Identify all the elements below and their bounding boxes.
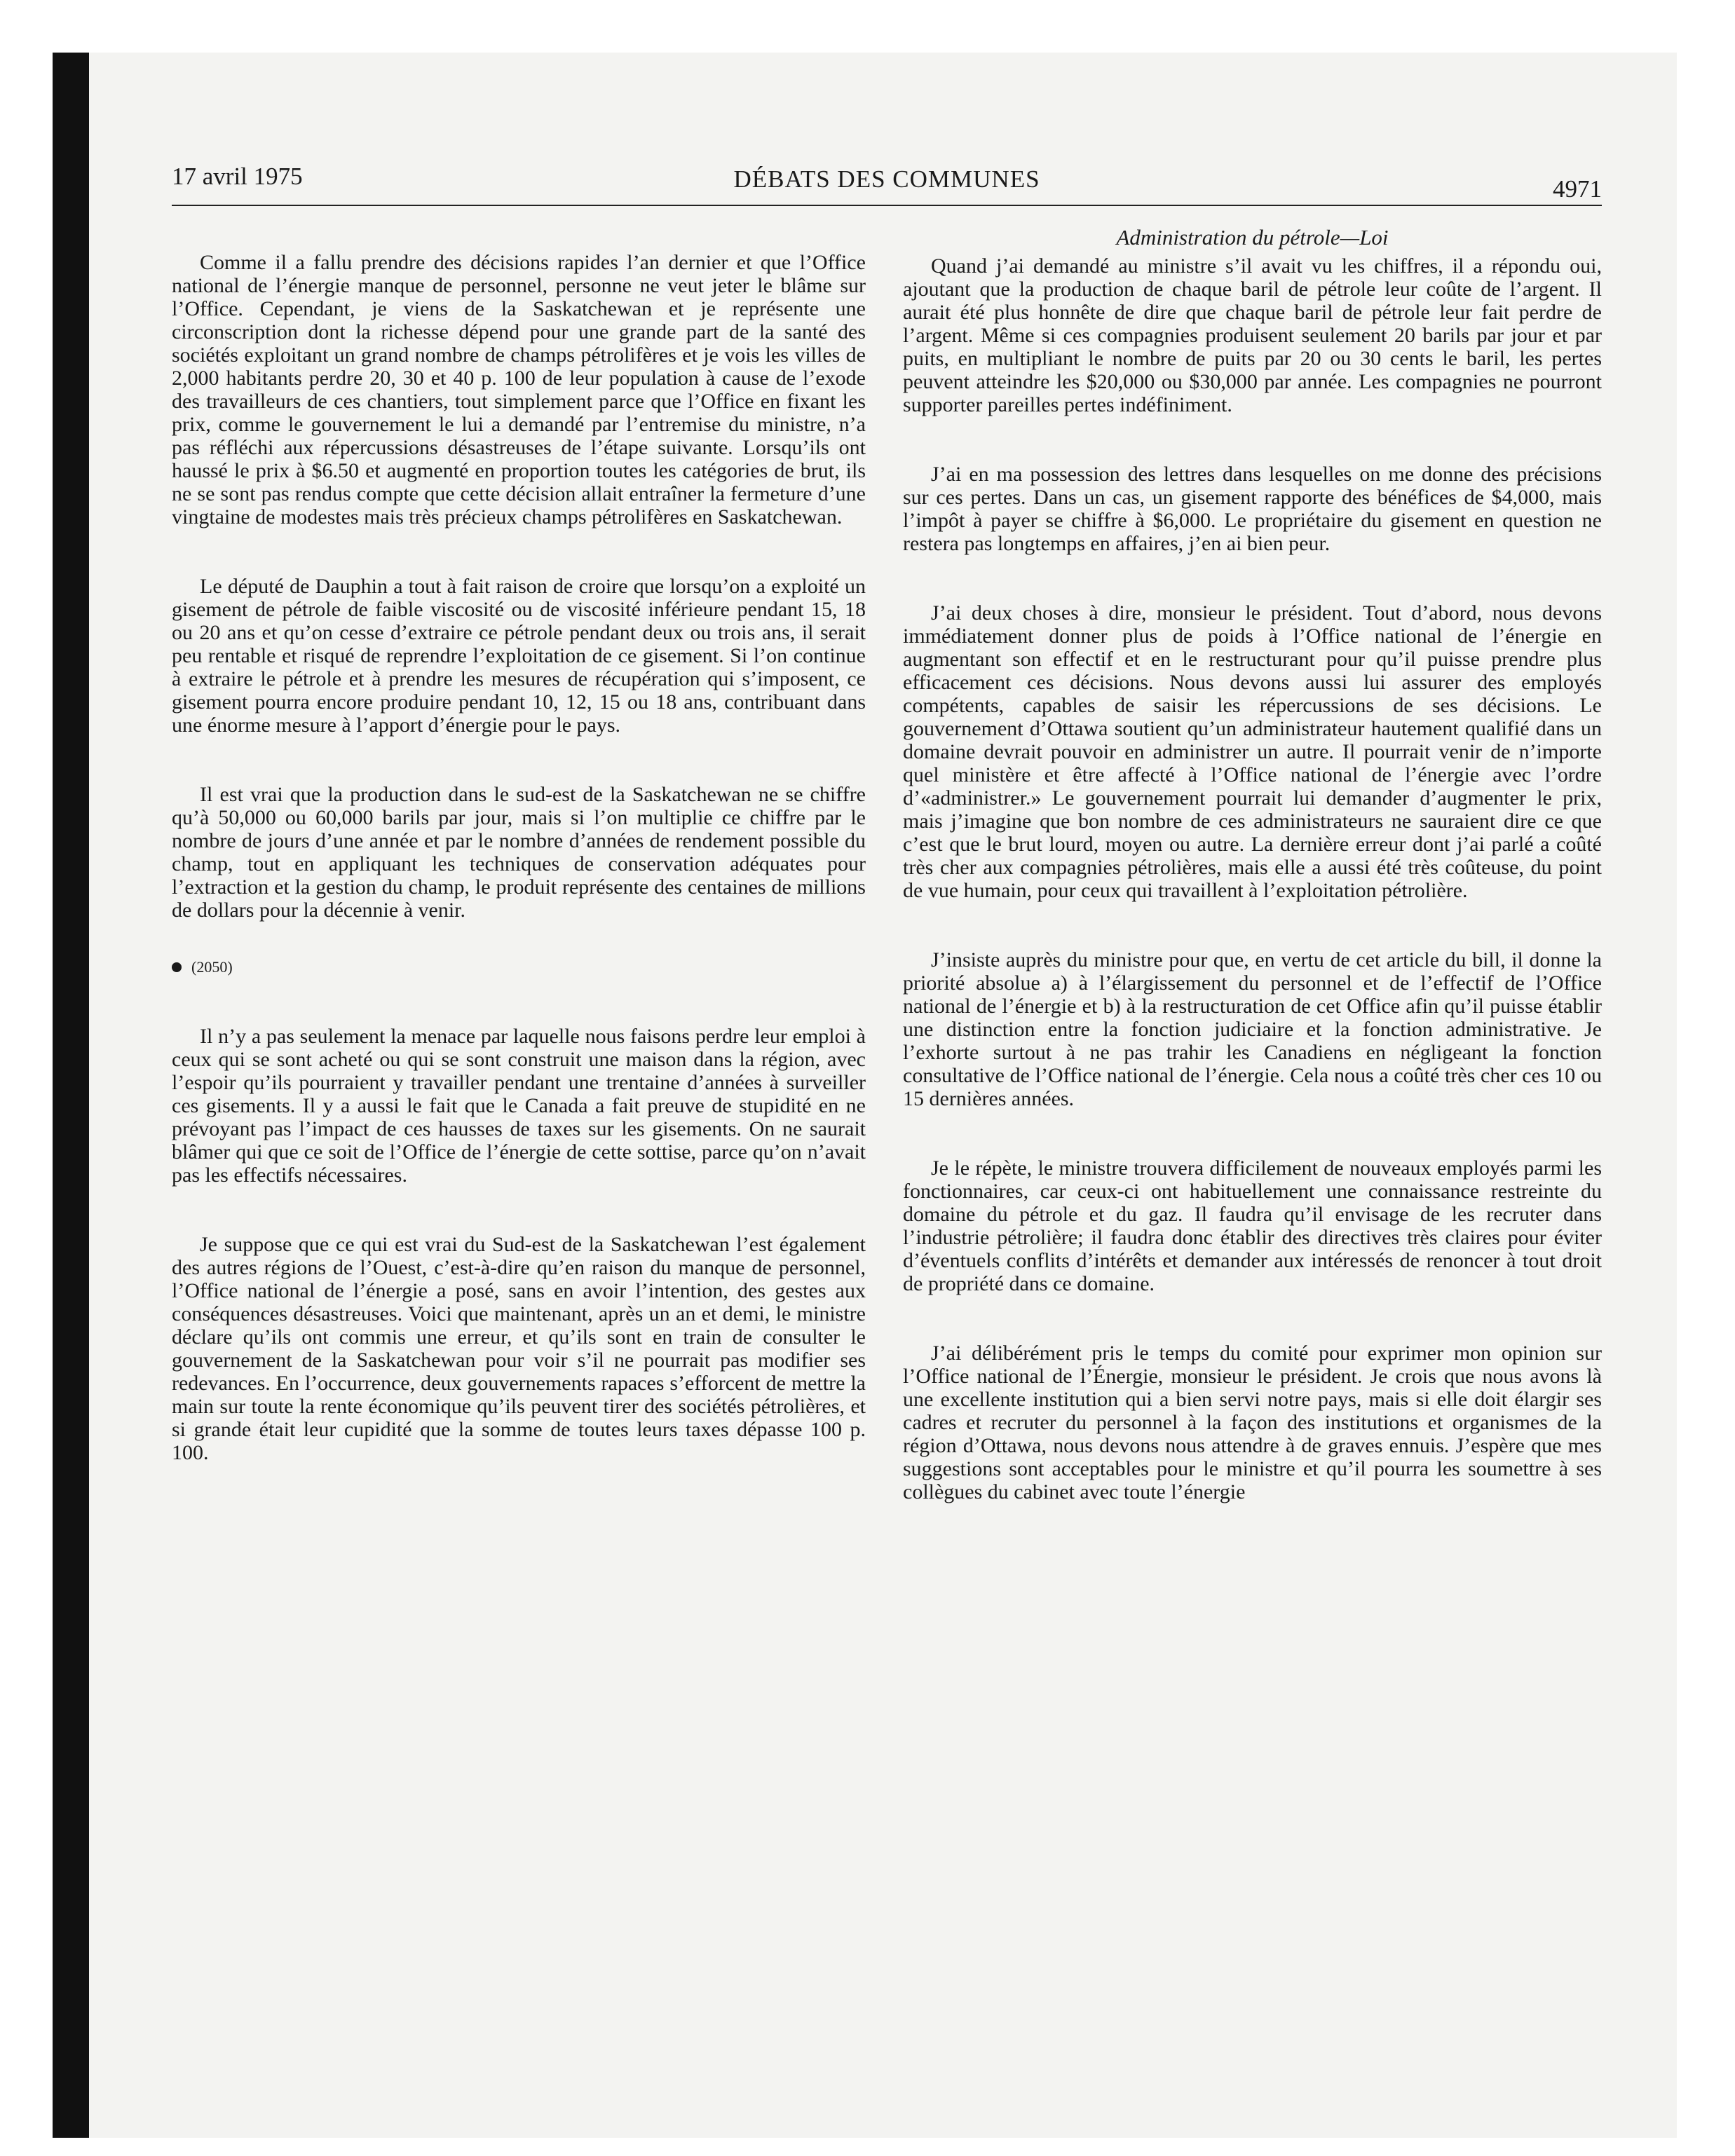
running-header <box>172 163 1602 205</box>
right-paragraph-6: J’ai délibérément pris le temps du comité pour exprimer mon opinion sur l’Office national de l’Énergie, monsieur le président. Je crois que nous avons là une excellente institution qui a bien servi notre pays, mais si elle doit élargir ses cadres et recruter du personnel à la façon des institutions et organismes de la région d’Ottawa, nous devons nous attendre à de graves ennuis. J’espère que mes suggestions sont acceptables pour le ministre et qu’il pourra les soumettre à ses collègues du cabinet avec toute l’énergie <box>903 1342 1602 1503</box>
left-paragraph-5: Je suppose que ce qui est vrai du Sud-est de la Saskatchewan l’est également des autres régions de l’Ouest, c’est-à-dire qu’en raison du manque de personnel, l’Office national de l’énergie a posé, sans en avoir l’intention, des gestes aux conséquences désastreuses. Voici que maintenant, après un an et demi, le ministre déclare qu’ils ont commis une erreur, et qu’ils sont en train de consulter le gouvernement de la Saskatchewan pour voir s’il ne pourrait pas modifier ses redevances. En l’occurrence, deux gouvernements rapaces s’efforcent de mettre la main sur toute la rente économique qu’ils peuvent tirer des sociétés pétrolières, et si grande était leur cupidité que la somme de toutes leurs taxes dépasse 100 p. 100. <box>172 1233 866 1464</box>
left-paragraph-3: Il est vrai que la production dans le sud-est de la Saskatchewan ne se chiffre qu’à 50,000 ou 60,000 barils par jour, mais si l’on multiplie ce chiffre par le nombre de jours d’une année et par le nombre d’années de rendement possible du champ, tout en appliquant les techniques de conservation adéquates pour l’extraction et la gestion du champ, le produit représente des centaines de millions de dollars pour la décennie à venir. <box>172 783 866 922</box>
right-paragraph-1: Quand j’ai demandé au ministre s’il avait vu les chiffres, il a répondu oui, ajoutant que la production de chaque baril de pétrole leur coûte de l’argent. Il aurait été plus honnête de dire que chaque baril de pétrole leur fait perdre de l’argent. Même si ces compagnies produisent seulement 20 barils par jour et par puits, en multipliant le nombre de puits par 20 ou 30 cents le baril, les pertes peuvent atteindre les $20,000 ou $30,000 par année. Les compagnies ne pourront supporter pareilles pertes indéfiniment. <box>903 254 1602 416</box>
right-paragraph-3: J’ai deux choses à dire, monsieur le président. Tout d’abord, nous devons immédiatement donner plus de poids à l’Office national de l’énergie en augmentant son effectif et en le restructurant pour qu’il puisse prendre plus efficacement ces décisions. Nous devons aussi lui assurer des employés compétents, capables de saisir les répercussions de ses décisions. Le gouvernement d’Ottawa soutient qu’un administrateur hautement qualifié dans un domaine devrait pouvoir en administrer un autre. Il pourrait venir de n’importe quel ministère et être affecté à l’Office national de l’énergie avec l’ordre d’«administrer.» Le gouvernement pourrait lui demander d’augmenter le prix, mais j’imagine que bon nombre de ces administrateurs ne sauraient dire ce que c’est que le brut lourd, moyen ou autre. La dernière erreur dont j’ai parlé a coûté très cher aux compagnies pétrolières, mais elle a aussi été très coûteuse, du point de vue humain, pour ceux qui travaillent à l’exploitation pétrolière. <box>903 601 1602 902</box>
right-paragraph-5: Je le répète, le ministre trouvera difficilement de nouveaux employés parmi les fonctionnaires, car ceux-ci ont habituellement une connaissance restreinte du domaine du pétrole et du gaz. Il faudra qu’il envisage de les recruter dans l’industrie pétrolière; il faudra donc établir des directives très claires pour éviter d’éventuels conflits d’intérêts et demander aux intéressés de renoncer à tout droit de propriété dans ce domaine. <box>903 1157 1602 1295</box>
bullet-icon <box>172 962 182 972</box>
header-date: 17 avril 1975 <box>172 163 303 190</box>
section-subhead: Administration du pétrole—Loi <box>1116 225 1389 250</box>
left-paragraph-4: Il n’y a pas seulement la menace par laquelle nous faisons perdre leur emploi à ceux qui se sont acheté ou qui se sont construit une maison dans la région, avec l’espoir qu’ils pourraient y travailler pendant une trentaine d’années à surveiller ces gisements. Il y a aussi le fait que le Canada a fait preuve de stupidité en ne prévoyant pas l’impact de ces hausses de taxes sur les gisements. On ne saurait blâmer qui que ce soit de l’Office de l’énergie de cette sottise, parce qu’on n’avait pas les effectifs nécessaires. <box>172 1025 866 1187</box>
right-column <box>903 226 1602 1550</box>
header-rule <box>172 205 1602 206</box>
header-journal-title: DÉBATS DES COMMUNES <box>733 165 1040 193</box>
header-page-number: 4971 <box>1553 175 1602 203</box>
right-paragraph-4: J’insiste auprès du ministre pour que, en vertu de cet article du bill, il donne la priorité absolue a) à l’élargissement du personnel et de l’effectif de l’Office national de l’énergie et b) à la restructuration de cet Office afin qu’il puisse établir une distinction entre la fonction judiciaire et la fonction administrative. Je l’exhorte surtout à ne pas trahir les Canadiens en négligeant la fonction consultative de l’Office national de l’énergie. Cela nous a coûté très cher ces 10 ou 15 dernières années. <box>903 948 1602 1110</box>
time-marker-label: (2050) <box>191 958 233 976</box>
scan-edge-shadow <box>53 53 89 2138</box>
left-paragraph-1: Comme il a fallu prendre des décisions rapides l’an dernier et que l’Office national de l’énergie manque de personnel, personne ne veut jeter le blâme sur l’Office. Cependant, je viens de la Saskatchewan et je représente une circonscription dont la richesse dépend pour une grande part de la santé des sociétés exploitant un grand nombre de champs pétrolifères et je vois les villes de 2,000 habitants perdre 20, 30 et 40 p. 100 de leur population à cause de l’exode des travailleurs de ces chantiers, tout simplement parce que l’Office en fixant les prix, comme le gouvernement le lui a demandé par l’entremise du ministre, n’a pas réfléchi aux répercussions désastreuses de l’étape suivante. Lorsqu’ils ont haussé le prix à $6.50 et augmenté en proportion toutes les catégories de brut, ils ne se sont pas rendus compte que cette décision allait entraîner la fermeture d’une vingtaine de modestes mais très précieux champs pétrolifères en Saskatchewan. <box>172 251 866 528</box>
left-paragraph-2: Le député de Dauphin a tout à fait raison de croire que lorsqu’on a exploité un gisement de pétrole de faible viscosité ou de viscosité inférieure pendant 15, 18 ou 20 ans et qu’on cesse d’extraire ce pétrole pendant deux ou trois ans, il serait peu rentable et risqué de reprendre l’exploitation de ce gisement. Si l’on continue à extraire le pétrole et à prendre les mesures de récupération qui s’imposent, ce gisement pourra encore produire pendant 10, 12, 15 ou 18 ans, contribuant dans une énorme mesure à l’apport d’énergie pour le pays. <box>172 575 866 737</box>
left-column <box>172 251 866 1510</box>
right-paragraph-2: J’ai en ma possession des lettres dans lesquelles on me donne des précisions sur ces pertes. Dans un cas, un gisement rapporte des bénéfices de $4,000, mais l’impôt à payer se chiffre à $6,000. Le propriétaire du gisement en question ne restera pas longtemps en affaires, j’en ai bien peur. <box>903 463 1602 555</box>
time-marker <box>172 955 866 978</box>
